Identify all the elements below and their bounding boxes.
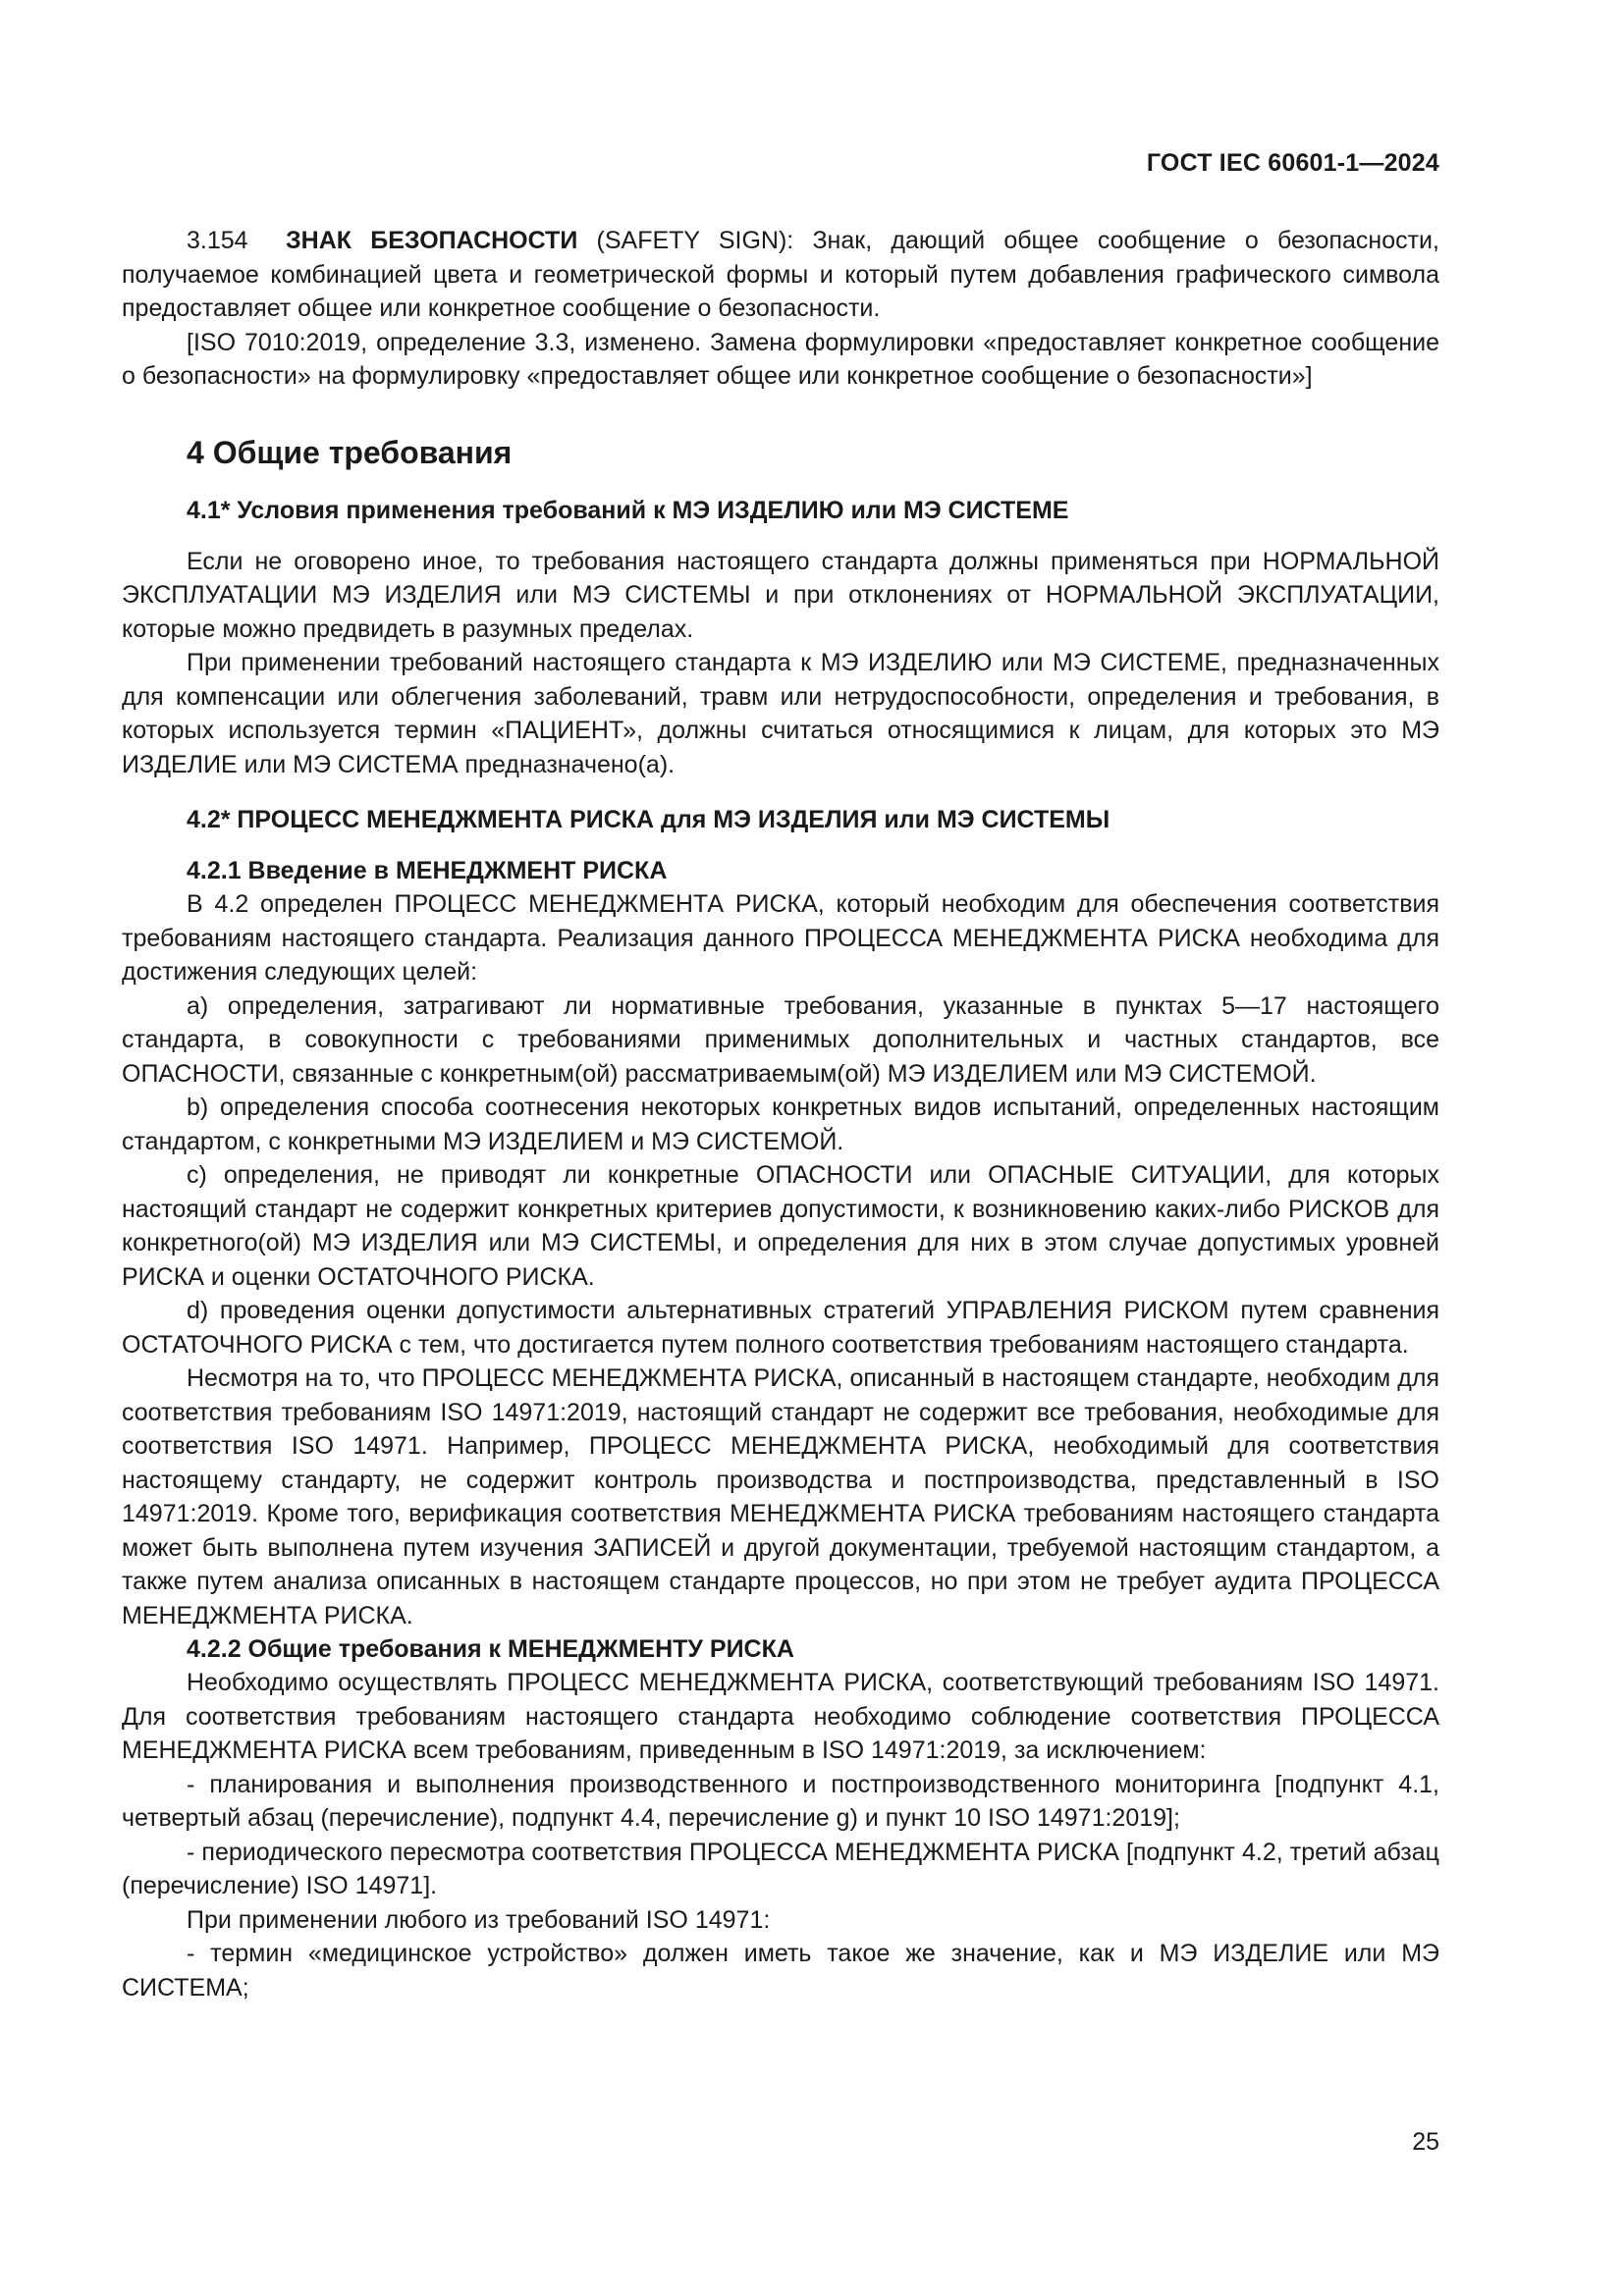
definition-number: 3.154 bbox=[187, 227, 248, 254]
list-item-c: c) определения, не приводят ли конкретные ОПАСНОСТИ или ОПАСНЫЕ СИТУАЦИИ, для которых настоящий стандарт не содержит конкретных критериев допустимости, к возникновению каких-либо РИСКОВ для конкретного(ой) МЭ ИЗДЕЛИЯ или МЭ СИСТЕМЫ, и определения для них в этом случае допустимых уровней РИСКА и оценки ОСТАТОЧНОГО РИСКА. bbox=[122, 1161, 1439, 1291]
document-body bbox=[122, 224, 1439, 2004]
paragraph: При применении требований настоящего стандарта к МЭ ИЗДЕЛИЮ или МЭ СИСТЕМЕ, предназначенных для компенсации или облегчения заболеваний, травм или нетрудоспособности, определения и требования, в которых используется термин «ПАЦИЕНТ», должны считаться относящимися к лицам, для которых это МЭ ИЗДЕЛИЕ или МЭ СИСТЕМА предназначено(а). bbox=[122, 649, 1439, 778]
section-4-2-title: 4.2* ПРОЦЕСС МЕНЕДЖМЕНТА РИСКА для МЭ ИЗДЕЛИЯ или МЭ СИСТЕМЫ bbox=[187, 806, 1110, 833]
list-item-dash: - термин «медицинское устройство» должен иметь такое же значение, как и МЭ ИЗДЕЛИЕ или МЭ СИСТЕМА; bbox=[122, 1940, 1439, 2002]
list-item-a: a) определения, затрагивают ли нормативные требования, указанные в пунктах 5—17 настоящего стандарта, в совокупности с требованиями применимых дополнительных и частных стандартов, все ОПАСНОСТИ, связанные с конкретным(ой) рассматриваемым(ой) МЭ ИЗДЕЛИЕМ или МЭ СИСТЕМОЙ. bbox=[122, 991, 1439, 1088]
definition-3-154 bbox=[122, 224, 1439, 326]
paragraph: В 4.2 определен ПРОЦЕСС МЕНЕДЖМЕНТА РИСКА, который необходим для обеспечения соответствия требованиям настоящего стандарта. Реализация данного ПРОЦЕССА МЕНЕДЖМЕНТА РИСКА необходима для достижения следующих целей: bbox=[122, 890, 1439, 986]
definition-source: [ISO 7010:2019, определение 3.3, изменено. Замена формулировки «предоставляет конкретное сообщение о безопасности» на формулировку «предоставляет общее или конкретное сообщение о безопасности»] bbox=[122, 328, 1439, 390]
list-item-dash: - периодического пересмотра соответствия ПРОЦЕССА МЕНЕДЖМЕНТА РИСКА [подпункт 4.2, третий абзац (перечисление) ISO 14971]. bbox=[122, 1838, 1439, 1899]
paragraph: При применении любого из требований ISO 14971: bbox=[187, 1905, 771, 1934]
paragraph: Несмотря на то, что ПРОЦЕСС МЕНЕДЖМЕНТА РИСКА, описанный в настоящем стандарте, необходим для соответствия требованиям ISO 14971:2019, настоящий стандарт не содержит все требования, необходимые для соответствия ISO 14971. Например, ПРОЦЕСС МЕНЕДЖМЕНТА РИСКА, необходимый для соответствия настоящему стандарту, не содержит контроль производства и постпроизводства, представленный в ISO 14971:2019. Кроме того, верификация соответствия МЕНЕДЖМЕНТА РИСКА требованиям настоящего стандарта может быть выполнена путем изучения ЗАПИСЕЙ и другой документации, требуемой настоящим стандартом, а также путем анализа описанных в настоящем стандарте процессов, но при этом не требует аудита ПРОЦЕССА МЕНЕДЖМЕНТА РИСКА. bbox=[122, 1364, 1439, 1629]
definition-term: ЗНАК БЕЗОПАСНОСТИ bbox=[286, 227, 578, 254]
section-4-title: 4 Общие требования bbox=[187, 434, 513, 470]
list-item-d: d) проведения оценки допустимости альтернативных стратегий УПРАВЛЕНИЯ РИСКОМ путем сравнения ОСТАТОЧНОГО РИСКА с тем, что достигается путем полного соответствия требованиям настоящего стандарта. bbox=[122, 1297, 1439, 1359]
definition-text: (SAFETY SIGN): Знак, дающий общее сообщение о безопасности, получаемое комбинацией цвета и геометрической формы и который путем добавления графического символа предоставляет общее или конкретное сообщение о безопасности. bbox=[122, 227, 1439, 322]
paragraph: Необходимо осуществлять ПРОЦЕСС МЕНЕДЖМЕНТА РИСКА, соответствующий требованиям ISO 14971. Для соответствия требованиям настоящего стандарта необходимо соблюдение соответствия ПРОЦЕССА МЕНЕДЖМЕНТА РИСКА всем требованиям, приведенным в ISO 14971:2019, за исключением: bbox=[122, 1669, 1439, 1764]
standard-header: ГОСТ IEC 60601-1—2024 bbox=[1146, 149, 1439, 177]
page-number: 25 bbox=[1412, 2128, 1439, 2156]
section-4-1-title: 4.1* Условия применения требований к МЭ ИЗДЕЛИЮ или МЭ СИСТЕМЕ bbox=[187, 496, 1069, 524]
section-4-2-1-title: 4.2.1 Введение в МЕНЕДЖМЕНТ РИСКА bbox=[187, 857, 668, 884]
list-item-dash: - планирования и выполнения производственного и постпроизводственного мониторинга [подпункт 4.1, четвертый абзац (перечисление), подпункт 4.4, перечисление g) и пункт 10 ISO 14971:2019]; bbox=[122, 1770, 1439, 1832]
section-4-2-2-title: 4.2.2 Общие требования к МЕНЕДЖМЕНТУ РИСКА bbox=[187, 1635, 794, 1663]
list-item-b: b) определения способа соотнесения некоторых конкретных видов испытаний, определенных настоящим стандартом, с конкретными МЭ ИЗДЕЛИЕМ и МЭ СИСТЕМОЙ. bbox=[122, 1094, 1439, 1155]
paragraph: Если не оговорено иное, то требования настоящего стандарта должны применяться при НОРМАЛЬНОЙ ЭКСПЛУАТАЦИИ МЭ ИЗДЕЛИЯ или МЭ СИСТЕМЫ и при отклонениях от НОРМАЛЬНОЙ ЭКСПЛУАТАЦИИ, которые можно предвидеть в разумных пределах. bbox=[122, 547, 1439, 643]
